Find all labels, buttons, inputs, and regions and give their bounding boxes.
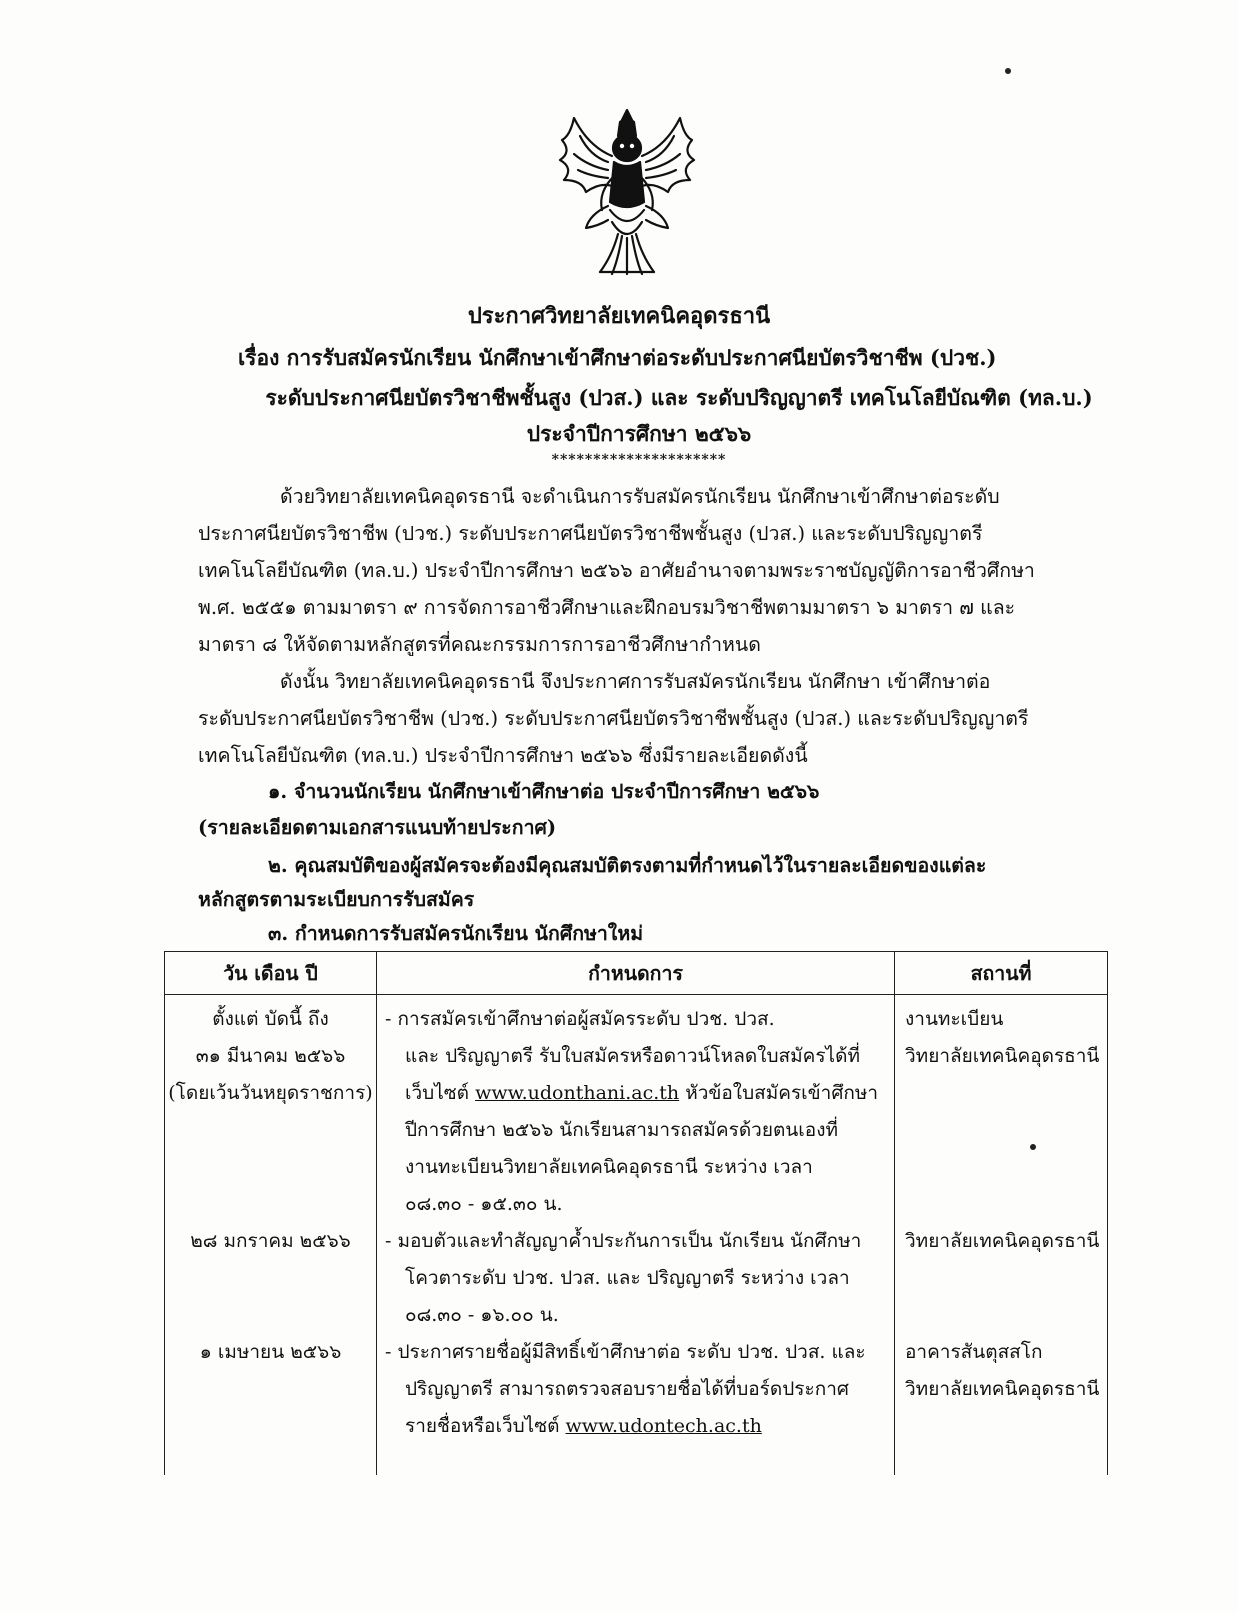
task-cell: - มอบตัวและทำสัญญาค้ำประกันการเป็น นักเรียน นักศึกษา โควตาระดับ ปวช. ปวส. และ ปริญญาตรี ระหว่าง เวลา ๐๘.๓๐ - ๑๖.๐๐ น. <box>377 1223 895 1334</box>
schedule-table <box>164 951 1108 1475</box>
paragraph-line: เทคโนโลยีบัณฑิต (ทล.บ.) ประจำปีการศึกษา ๒๕๖๖ อาศัยอำนาจตามพระราชบัญญัติการอาชีวศึกษา <box>198 559 1035 582</box>
announcement-paragraph <box>198 663 1078 774</box>
paragraph-line: ประกาศนียบัตรวิชาชีพ (ปวช.) ระดับประกาศนียบัตรวิชาชีพชั้นสูง (ปวส.) และระดับปริญญาตรี <box>198 522 983 545</box>
header-location: สถานที่ <box>895 952 1108 995</box>
item-3-heading: ๓. กำหนดการรับสมัครนักเรียน นักศึกษาใหม่ <box>268 922 644 945</box>
garuda-emblem-icon <box>552 106 702 278</box>
location-cell: งานทะเบียน วิทยาลัยเทคนิคอุดรธานี <box>895 995 1108 1224</box>
location-cell: วิทยาลัยเทคนิคอุดรธานี <box>895 1223 1108 1334</box>
item-1-note: (รายละเอียดตามเอกสารแนบท้ายประกาศ) <box>198 816 557 839</box>
paragraph-line: ด้วยวิทยาลัยเทคนิคอุดรธานี จะดำเนินการรับสมัครนักเรียน นักศึกษาเข้าศึกษาต่อระดับ <box>280 485 1000 508</box>
table-row <box>165 995 1108 1224</box>
udontech-website-link[interactable]: www.udontech.ac.th <box>565 1415 762 1437</box>
location-cell: อาคารสันตุสสโก วิทยาลัยเทคนิคอุดรธานี <box>895 1334 1108 1475</box>
announcement-subject-line1: เรื่อง การรับสมัครนักเรียน นักศึกษาเข้าศึกษาต่อระดับประกาศนียบัตรวิชาชีพ (ปวช.) <box>238 345 997 370</box>
scan-speck <box>1030 1144 1036 1150</box>
header-schedule: กำหนดการ <box>377 952 895 995</box>
item-2-line2: หลักสูตรตามระเบียบการรับสมัคร <box>198 888 475 911</box>
paragraph-line: ดังนั้น วิทยาลัยเทคนิคอุดรธานี จึงประกาศการรับสมัครนักเรียน นักศึกษา เข้าศึกษาต่อ <box>280 670 991 693</box>
udonthani-website-link[interactable]: www.udonthani.ac.th <box>475 1082 680 1104</box>
separator-stars: ********************* <box>551 452 727 468</box>
table-row <box>165 1223 1108 1334</box>
item-2-line1: ๒. คุณสมบัติของผู้สมัครจะต้องมีคุณสมบัติตรงตามที่กำหนดไว้ในรายละเอียดของแต่ละ <box>268 854 987 877</box>
table-row <box>165 1334 1108 1475</box>
academic-year-line: ประจำปีการศึกษา ๒๕๖๖ <box>526 421 752 446</box>
date-cell: ๑ เมษายน ๒๕๖๖ <box>165 1334 377 1475</box>
item-1-heading: ๑. จำนวนนักเรียน นักศึกษาเข้าศึกษาต่อ ประจำปีการศึกษา ๒๕๖๖ <box>268 780 820 803</box>
date-cell: ๒๘ มกราคม ๒๕๖๖ <box>165 1223 377 1334</box>
paragraph-line: ระดับประกาศนียบัตรวิชาชีพ (ปวช.) ระดับประกาศนียบัตรวิชาชีพชั้นสูง (ปวส.) และระดับปริญญาตรี <box>198 707 1029 730</box>
announcement-subject-line2: ระดับประกาศนียบัตรวิชาชีพชั้นสูง (ปวส.) และ ระดับปริญญาตรี เทคโนโลยีบัณฑิต (ทล.บ.) <box>265 385 1093 410</box>
date-cell: ตั้งแต่ บัดนี้ ถึง ๓๑ มีนาคม ๒๕๖๖ (โดยเว้นวันหยุดราชการ) <box>165 995 377 1224</box>
paragraph-line: พ.ศ. ๒๕๕๑ ตามมาตรา ๙ การจัดการอาชีวศึกษาและฝึกอบรมวิชาชีพตามมาตรา ๖ มาตรา ๗ และ <box>198 596 1016 619</box>
paragraph-line: มาตรา ๘ ให้จัดตามหลักสูตรที่คณะกรรมการการอาชีวศึกษากำหนด <box>198 633 761 656</box>
task-cell: - ประกาศรายชื่อผู้มีสิทธิ์เข้าศึกษาต่อ ระดับ ปวช. ปวส. และ ปริญญาตรี สามารถตรวจสอบรายชื่อได้ที่บอร์ดประกาศ รายชื่อหรือเว็บไซต์ www.udontech.ac.th <box>377 1334 895 1475</box>
table-header-row <box>165 952 1108 995</box>
scan-speck <box>1005 68 1011 74</box>
paragraph-line: เทคโนโลยีบัณฑิต (ทล.บ.) ประจำปีการศึกษา ๒๕๖๖ ซึ่งมีรายละเอียดดังนี้ <box>198 744 808 767</box>
task-cell: - การสมัครเข้าศึกษาต่อผู้สมัครระดับ ปวช. ปวส. และ ปริญญาตรี รับใบสมัครหรือดาวน์โหลดใบสมัครได้ที่ เว็บไซต์ www.udonthani.ac.th หัวข้อใบสมัครเข้าศึกษา ปีการศึกษา ๒๕๖๖ นักเรียนสามารถสมัครด้วยตนเองที่ งานทะเบียนวิทยาลัยเทคนิคอุดรธานี ระหว่าง เวลา ๐๘.๓๐ - ๑๕.๓๐ น. <box>377 995 895 1224</box>
header-date: วัน เดือน ปี <box>165 952 377 995</box>
intro-paragraph <box>198 478 1078 663</box>
page-title: ประกาศวิทยาลัยเทคนิคอุดรธานี <box>467 303 771 329</box>
